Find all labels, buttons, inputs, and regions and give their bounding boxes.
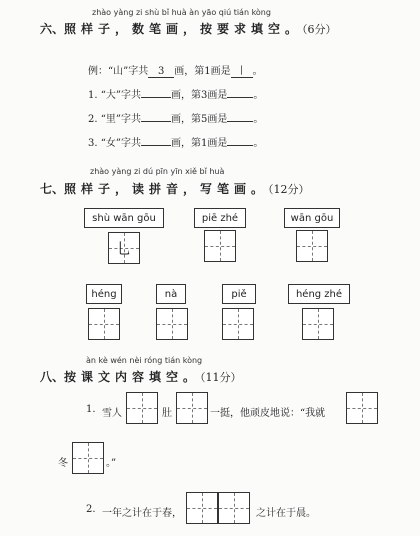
s7-pinyin: zhào yàng zi dú pīn yīn xiě bǐ huà [90,167,225,176]
s7-grid-pie-zhe[interactable] [204,230,236,262]
s8-q1-text-5: 。” [106,458,117,469]
s6-item-2-end: 。 [253,114,264,125]
s6-example-stroke: 丨 [231,66,253,78]
s6-item-2-count-blank[interactable] [141,121,171,122]
s7-label-heng-zhe: héng zhé [288,284,350,304]
s7-label-heng: héng [86,284,122,304]
s6-example-end: 。 [252,66,263,77]
s8-q2-grid-2[interactable] [218,492,250,524]
s6-example-count: 3 [148,66,174,78]
s6-item-2-stroke-blank[interactable] [227,121,253,122]
s6-item-3-count-blank[interactable] [141,145,171,146]
s7-grid-heng-zhe[interactable] [302,308,334,340]
s6-item-1-count-blank[interactable] [141,97,171,98]
s7-label-pie-zhe: piē zhé [194,208,246,228]
s7-grid-na[interactable] [156,308,188,340]
s6-number: 六、 [40,22,65,36]
s8-q1-grid-3[interactable] [346,392,378,424]
s6-item-2 [88,110,263,125]
s6-item-2-mid: 画，第5画是 [170,114,228,125]
s8-q1-grid-2[interactable] [176,392,208,424]
s6-item-1-stroke-blank[interactable] [227,97,253,98]
s8-q2-grid-1[interactable] [186,492,218,524]
s7-grid-wan-gou[interactable] [296,230,328,262]
s6-item-1-mid: 画，第3画是 [170,90,228,101]
s7-grid-pie[interactable] [222,308,254,340]
s6-example-mid: 画，第1画是 [174,66,231,77]
s8-q2-text-1: 一年之计在于春， [102,508,182,519]
s6-heading [40,20,337,37]
s7-label-na: nà [156,284,186,304]
s8-q2-text-2: 之计在于晨。 [256,508,316,519]
s7-answer-shu-wan-gou: 乚 [116,239,132,258]
s6-item-3-pre: 3. “女”字共 [88,138,141,149]
s8-q1-grid-1[interactable] [126,392,158,424]
s6-item-3-stroke-blank[interactable] [227,145,253,146]
s8-heading [40,368,242,385]
s7-heading [40,180,310,197]
s8-q1-text-4: 冬 [58,458,68,469]
s7-label-wan-gou: wān gōu [284,208,340,228]
s6-item-2-pre: 2. “里”字共 [88,114,141,125]
s8-q2-num: 2. [86,504,96,515]
s6-example-pre: 例：“山”字共 [88,66,149,77]
s8-q1-text-1: 雪人 [102,408,122,419]
s6-item-1-pre: 1. “大”字共 [88,90,141,101]
s6-item-1-end: 。 [253,90,264,101]
s6-item-3 [88,134,263,149]
s6-item-3-end: 。 [253,138,264,149]
s8-q1-num: 1. [86,404,96,415]
s7-label-shu-wan-gou: shù wān gōu [84,208,164,228]
s6-title: 照样子，数笔画，按要求填空。 [64,22,303,36]
s7-grid-shu-wan-gou[interactable] [108,232,140,264]
s8-q1-text-3: 一挺，他顽皮地说：“我就 [210,408,326,419]
s6-example [88,62,263,78]
s7-grid-heng[interactable] [88,308,120,340]
s6-item-3-mid: 画，第1画是 [170,138,228,149]
s8-points: （11分） [200,371,242,384]
s7-number: 七、 [40,182,65,196]
s7-label-pie: piě [222,284,256,304]
s8-title: 按课文内容填空。 [64,370,201,384]
s8-pinyin: àn kè wén nèi róng tián kòng [86,356,203,365]
s8-q1-grid-4[interactable] [72,442,104,474]
s6-points: （6分） [302,23,337,36]
s6-item-1 [88,86,263,101]
s8-q1-text-2: 肚 [162,408,172,419]
s8-number: 八、 [40,370,65,384]
s7-title: 照样子，读拼音，写笔画。 [64,182,269,196]
s7-points: （12分） [268,183,310,196]
s6-pinyin: zhào yàng zi shù bǐ huà àn yāo qiú tián kòng [92,8,271,17]
